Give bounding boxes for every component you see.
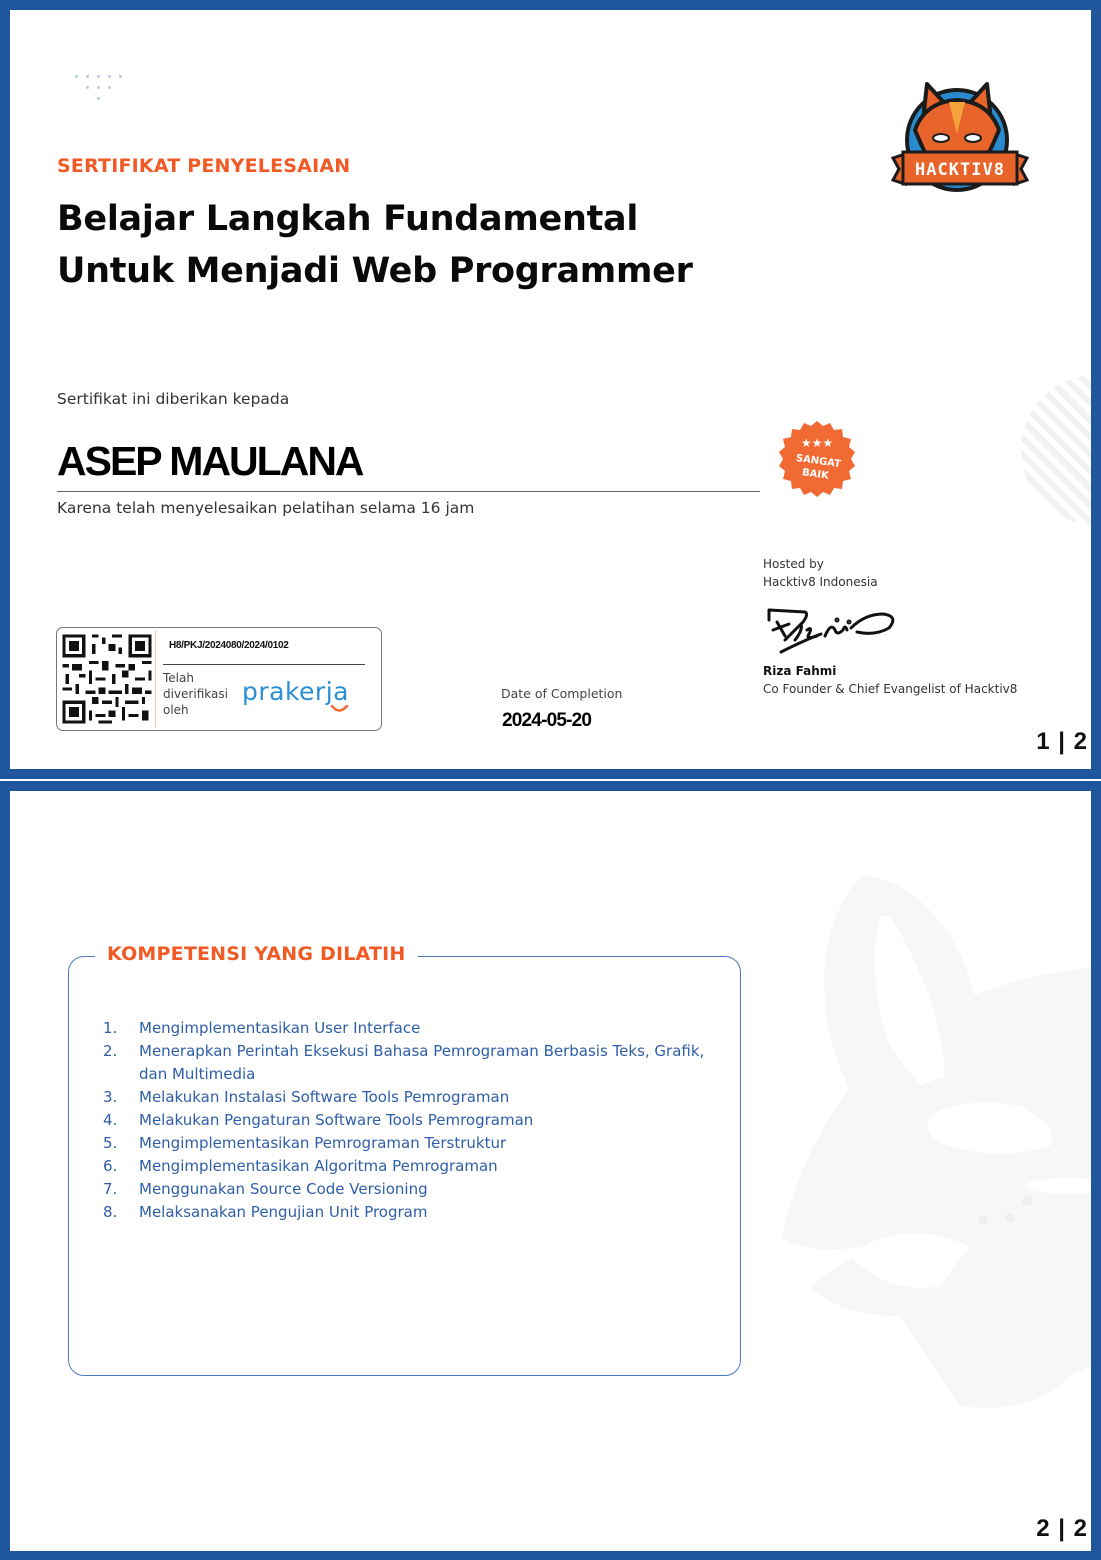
verified-by-label: Telah diverifikasi oleh xyxy=(163,671,228,717)
code-divider xyxy=(163,664,365,665)
competency-item: 1. Mengimplementasikan User Interface xyxy=(103,1019,421,1037)
competency-item: 4. Melakukan Pengaturan Software Tools Pemrograman xyxy=(103,1111,534,1129)
verification-box xyxy=(56,627,382,731)
fox-watermark-icon xyxy=(770,816,1101,1556)
certificate-page-1 xyxy=(0,0,1101,779)
prakerja-logo-icon xyxy=(240,676,370,718)
certificate-code: H8/PKJ/2024080/2024/0102 xyxy=(169,640,289,651)
completion-reason: Karena telah menyelesaikan pelatihan selama 16 jam xyxy=(57,499,475,517)
signer-name: Riza Fahmi xyxy=(763,664,837,678)
decorative-dots xyxy=(72,72,142,122)
hacktiv8-logo-icon xyxy=(885,72,1035,197)
competency-item: 7. Menggunakan Source Code Versioning xyxy=(103,1180,428,1198)
certificate-label: SERTIFIKAT PENYELESAIAN xyxy=(57,155,351,177)
svg-text:★★★: ★★★ xyxy=(800,436,834,450)
host-organization: Hacktiv8 Indonesia xyxy=(763,575,878,589)
completion-date-label: Date of Completion xyxy=(501,686,623,701)
sangat-baik-badge-icon xyxy=(775,417,859,501)
competency-item: 6. Mengimplementasikan Algoritma Pemrograman xyxy=(103,1157,498,1175)
hosted-by-label: Hosted by xyxy=(763,557,824,571)
given-to-label: Sertifikat ini diberikan kepada xyxy=(57,390,290,408)
course-title-line-2: Untuk Menjadi Web Programmer xyxy=(57,251,693,291)
svg-text:SANGAT: SANGAT xyxy=(795,452,842,471)
competency-item: 5. Mengimplementasikan Pemrograman Terstruktur xyxy=(103,1134,507,1152)
course-title-line-1: Belajar Langkah Fundamental xyxy=(57,199,639,239)
signer-role: Co Founder & Chief Evangelist of Hacktiv8 xyxy=(763,682,1018,696)
hosted-by-block xyxy=(763,555,878,591)
svg-text:prakerja: prakerja xyxy=(242,677,349,706)
competency-item: 8. Melaksanakan Pengujian Unit Program xyxy=(103,1203,428,1221)
page-number: 1 | 2 xyxy=(1036,728,1088,755)
decorative-striped-circle xyxy=(1021,375,1101,525)
svg-text:BAIK: BAIK xyxy=(801,467,830,482)
competencies-box xyxy=(68,943,741,1376)
page-number: 2 | 2 xyxy=(1036,1515,1088,1542)
competencies-title: KOMPETENSI YANG DILATIH xyxy=(95,943,418,965)
qr-code-icon[interactable] xyxy=(59,630,156,728)
signature-icon xyxy=(765,600,905,660)
svg-text:HACKTIV8: HACKTIV8 xyxy=(915,160,1005,180)
competency-item: 2. Menerapkan Perintah Eksekusi Bahasa Pemrograman Berbasis Teks, Grafik, dan Multimedia xyxy=(103,1042,705,1083)
recipient-name: ASEP MAULANA xyxy=(57,438,363,484)
certificate-page-2 xyxy=(0,781,1101,1560)
course-title xyxy=(57,193,877,297)
competencies-list xyxy=(103,1017,723,1224)
competency-item: 3. Melakukan Instalasi Software Tools Pemrograman xyxy=(103,1088,510,1106)
name-underline xyxy=(57,491,760,492)
completion-date: 2024-05-20 xyxy=(502,710,592,731)
